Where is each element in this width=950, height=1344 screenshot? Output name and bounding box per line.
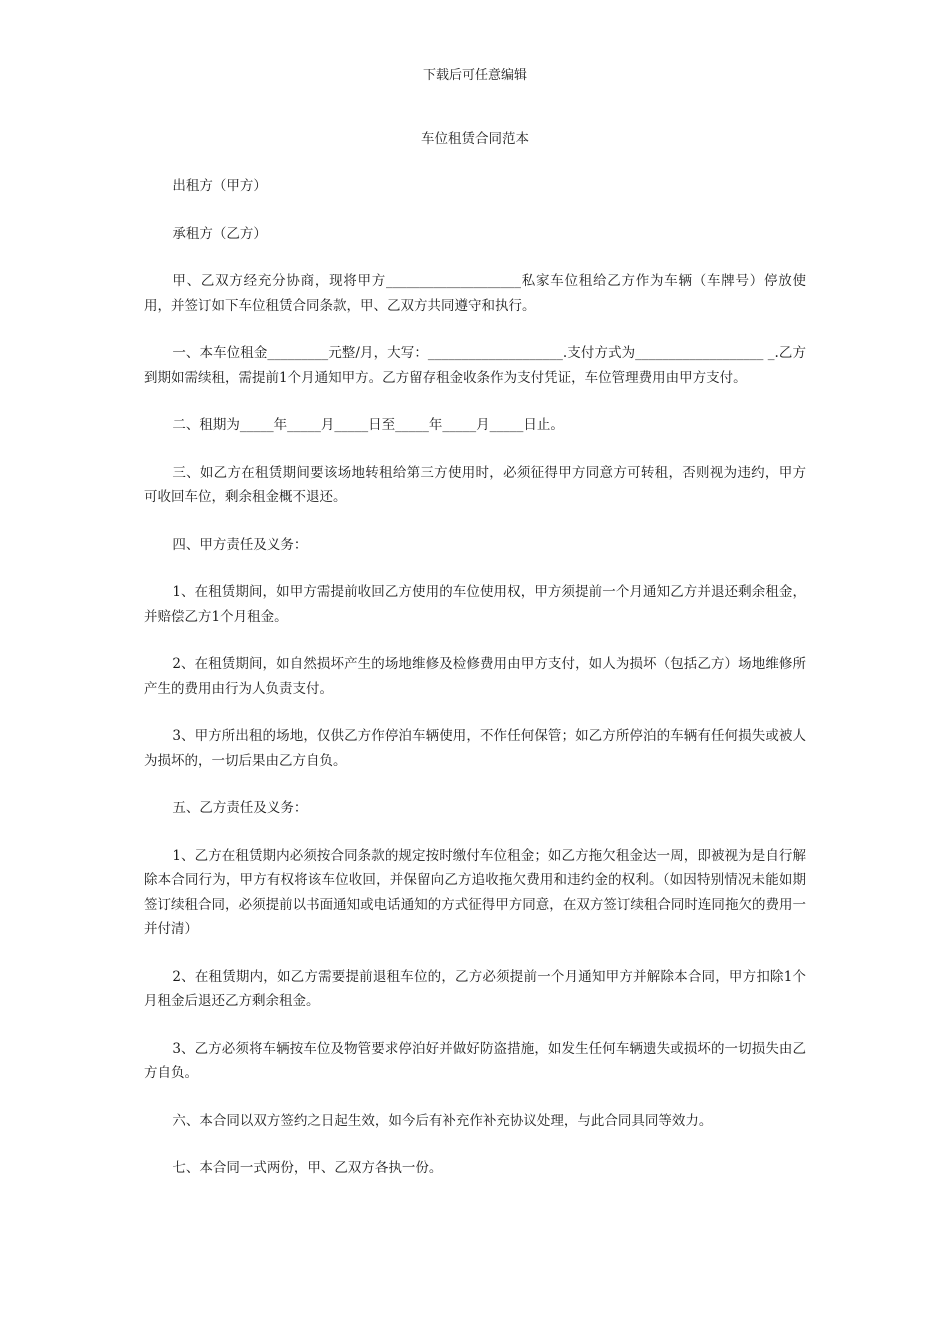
- clause-4-item-3: 3、甲方所出租的场地，仅供乙方作停泊车辆使用，不作任何保管；如乙方所停泊的车辆有任何损失或被人为损坏的，一切后果由乙方自负。: [144, 728, 806, 769]
- clause-5-heading: 五、乙方责任及义务：: [172, 800, 308, 816]
- clause-4-item-1: 1、在租赁期间，如甲方需提前收回乙方使用的车位使用权，甲方须提前一个月通知乙方并退还剩余租金，并赔偿乙方1个月租金。: [144, 584, 806, 625]
- clause-1-rent: 一、本车位租金_________元整/月，大写：____________________.支付方式为___________________ _.乙方到期如需续租，需提前1个月通知甲方。乙方留存租金收条作为支付凭证，车位管理费用由甲方支付。: [144, 345, 806, 386]
- clause-6-effective: 六、本合同以双方签约之日起生效，如今后有补充作补充协议处理，与此合同具同等效力。: [172, 1112, 713, 1129]
- clause-5-item-2: 2、在租赁期内，如乙方需要提前退租车位的，乙方必须提前一个月通知甲方并解除本合同，甲方扣除1个月租金后退还乙方剩余租金。: [144, 968, 806, 1009]
- header-note: 下载后可任意编辑: [422, 68, 527, 83]
- clause-4-heading: 四、甲方责任及义务：: [172, 536, 308, 553]
- preamble-paragraph: 甲、乙双方经充分协商，现将甲方____________________私家车位租给乙方作为车辆（车牌号）停放使用，并签订如下车位租赁合同条款，甲、乙双方共同遵守和执行。: [144, 273, 806, 314]
- party-a-line: 出租方（甲方）: [172, 178, 267, 194]
- clause-3-sublease: 三、如乙方在租赁期间要该场地转租给第三方使用时，必须征得甲方同意方可转租，否则视为违约，甲方可收回车位，剩余租金概不退还。: [144, 464, 806, 505]
- contract-body: [144, 174, 806, 1204]
- clause-7-copies: 七、本合同一式两份，甲、乙双方各执一份。: [172, 1160, 443, 1176]
- clause-5-item-1: 1、乙方在租赁期内必须按合同条款的规定按时缴付车位租金；如乙方拖欠租金达一周，即被视为是自行解除本合同行为，甲方有权将该车位收回，并保留向乙方追收拖欠费用和违约金的权利。（如因特别情况未能如期签订续租合同，必须提前以书面通知或电话通知的方式征得甲方同意，在双方签订续租合同时连同拖欠的费用一并付清）: [144, 847, 806, 937]
- clause-4-item-2: 2、在租赁期间，如自然损坏产生的场地维修及检修费用由甲方支付，如人为损坏（包括乙方）场地维修所产生的费用由行为人负责支付。: [144, 656, 806, 697]
- document-title: 车位租赁合同范本: [421, 131, 529, 147]
- clause-2-term: 二、租期为_____年_____月_____日至_____年_____月_____日止。: [172, 417, 564, 433]
- clause-5-item-3: 3、乙方必须将车辆按车位及物管要求停泊好并做好防盗措施，如发生任何车辆遗失或损坏的一切损失由乙方自负。: [144, 1040, 806, 1081]
- party-b-line: 承租方（乙方）: [172, 225, 267, 242]
